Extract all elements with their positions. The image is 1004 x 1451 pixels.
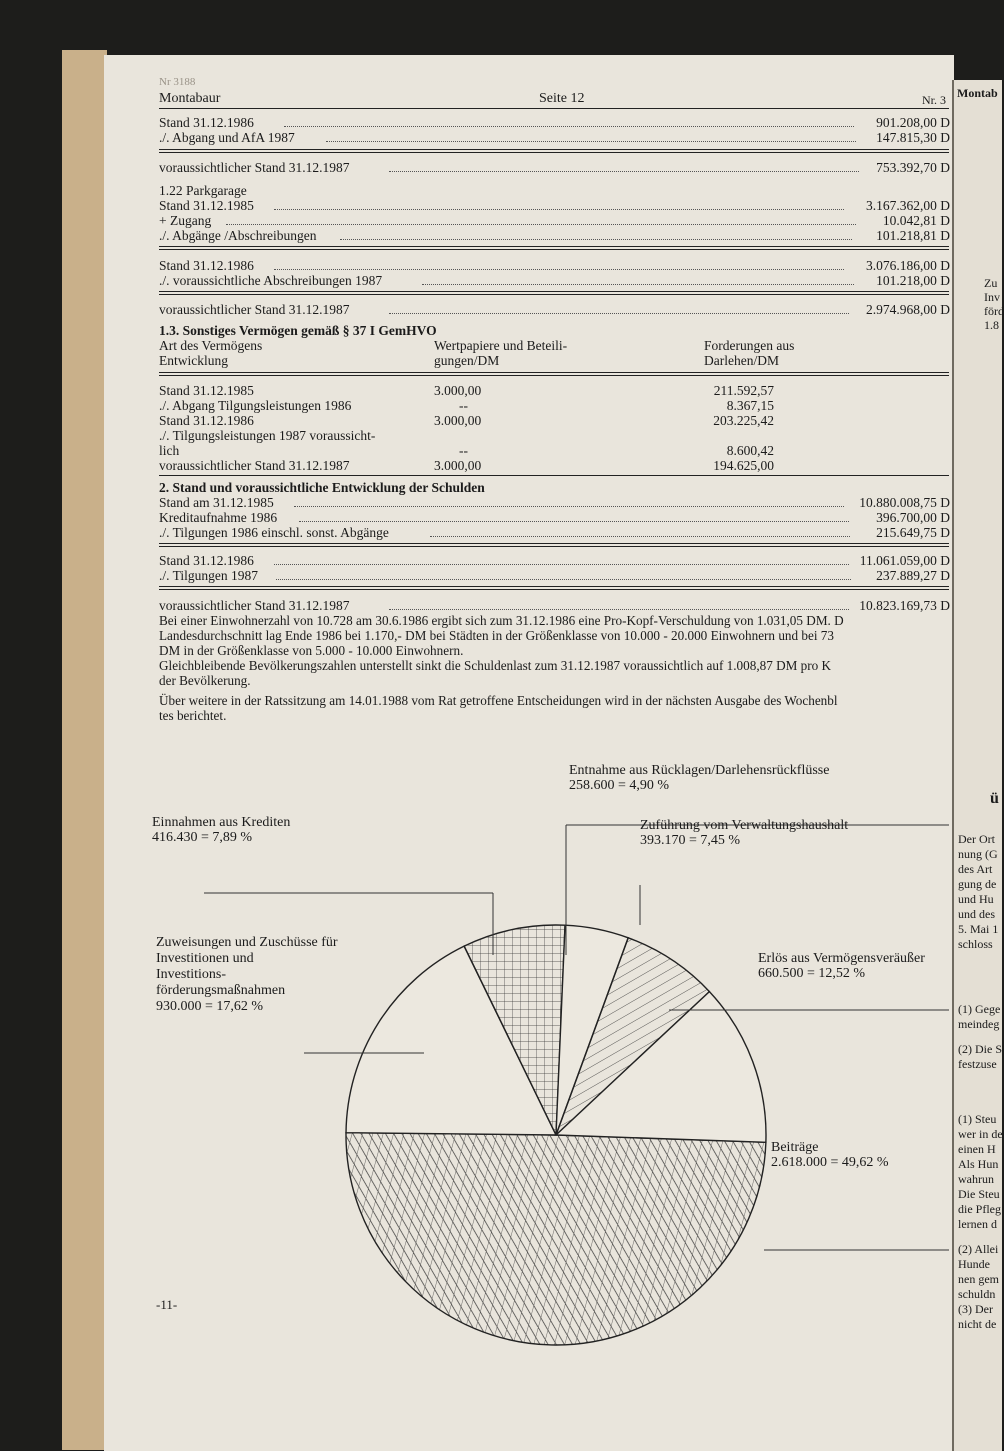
table-rule xyxy=(159,475,949,476)
row-value: 101.218,81 D xyxy=(876,228,950,243)
sum-rule xyxy=(159,152,949,153)
row-value: 237.889,27 D xyxy=(876,568,950,583)
row-label: lich xyxy=(159,443,180,458)
paragraph-line: Über weitere in der Ratssitzung am 14.01.1988 vom Rat getroffene Entscheidungen wird in der nächsten Ausgabe des Wochenbl xyxy=(159,693,838,708)
section-title: 1.3. Sonstiges Vermögen gemäß § 37 I GemHVO xyxy=(159,323,437,338)
label-zuweisungen: Zuweisungen und Zuschüsse für xyxy=(156,935,338,950)
row-value: 396.700,00 D xyxy=(876,510,950,525)
row-value: 10.880.008,75 D xyxy=(859,495,950,510)
next-line: die Pfleg xyxy=(958,1202,1001,1216)
sum-rule xyxy=(159,543,949,544)
row-label: Stand 31.12.1985 xyxy=(159,198,254,213)
next-line: Zu xyxy=(984,276,998,290)
sum-rule xyxy=(159,589,949,590)
section-title: 2. Stand und voraussichtliche Entwicklung der Schulden xyxy=(159,480,485,495)
col-header: Art des Vermögens xyxy=(159,338,263,353)
row-label: Stand 31.12.1986 xyxy=(159,258,254,273)
row-value: 203.225,42 xyxy=(713,413,774,428)
row-value: 753.392,70 D xyxy=(876,160,950,175)
row-label: Stand 31.12.1986 xyxy=(159,553,254,568)
row-label: ./. Tilgungen 1986 einschl. sonst. Abgänge xyxy=(159,525,389,540)
next-line: gung de xyxy=(958,877,997,891)
row-label: Stand 31.12.1986 xyxy=(159,115,254,130)
leader xyxy=(326,141,856,142)
next-line: Die Steu xyxy=(958,1187,1000,1201)
leader xyxy=(274,209,844,210)
section-title: 1.22 Parkgarage xyxy=(159,183,247,198)
row-value: 3.076.186,00 D xyxy=(866,258,950,273)
next-line: nicht de xyxy=(958,1317,997,1331)
next-line: des Art xyxy=(958,862,993,876)
leader xyxy=(276,579,851,580)
col-header: gungen/DM xyxy=(434,353,500,368)
leader xyxy=(294,506,844,507)
row-label: ./. Abgänge /Abschreibungen xyxy=(159,228,317,243)
row-label: + Zugang xyxy=(159,213,212,228)
row-value: 2.974.968,00 D xyxy=(866,302,950,317)
row-value: 901.208,00 D xyxy=(876,115,950,130)
row-label: ./. Tilgungsleistungen 1987 voraussicht- xyxy=(159,428,376,443)
label-einnahmen: Einnahmen aus Krediten xyxy=(152,815,291,830)
document-page xyxy=(104,55,954,1451)
row-value: -- xyxy=(459,398,468,413)
row-value: 8.600,42 xyxy=(726,443,774,458)
next-line: nung (G xyxy=(958,847,998,861)
row-value: 211.592,57 xyxy=(713,383,774,398)
next-line: Als Hun xyxy=(958,1157,999,1171)
table-rule xyxy=(159,372,949,373)
row-label: Stand am 31.12.1985 xyxy=(159,495,274,510)
sum-rule xyxy=(159,246,949,247)
label-zuweisungen: förderungsmaßnahmen xyxy=(156,983,286,998)
label-erloes-value: 660.500 = 12,52 % xyxy=(758,966,866,981)
label-entnahme-value: 258.600 = 4,90 % xyxy=(569,778,670,793)
next-line: 1.8 xyxy=(984,318,999,332)
book-edge xyxy=(62,50,107,1450)
col-header: Darlehen/DM xyxy=(704,353,779,368)
next-line: Der Ort xyxy=(958,832,995,846)
row-value: 11.061.059,00 D xyxy=(859,553,950,568)
paragraph-line: Landesdurchschnitt lag Ende 1986 bei 1.170,- DM bei Städten in der Größenklasse von 10.000 - 20.000 Einwohnern und bei 73 xyxy=(159,628,834,643)
row-label: Stand 31.12.1986 xyxy=(159,413,254,428)
label-zufuehrung-value: 393.170 = 7,45 % xyxy=(640,833,741,848)
label-zufuehrung: Zuführung vom Verwaltungshaushalt xyxy=(640,818,849,833)
next-page-sliver xyxy=(952,80,1002,1451)
row-value: 215.649,75 D xyxy=(876,525,950,540)
label-beitraege: Beiträge xyxy=(771,1140,819,1155)
row-label: ./. Abgang und AfA 1987 xyxy=(159,130,295,145)
next-line: lernen d xyxy=(958,1217,997,1231)
label-zuweisungen: Investitions- xyxy=(156,967,226,982)
next-line: nen gem xyxy=(958,1272,999,1286)
paragraph-line: Bei einer Einwohnerzahl von 10.728 am 30.6.1986 ergibt sich zum 31.12.1986 eine Pro-Kopf-Verschuldung von 1.031,05 DM. D xyxy=(159,613,844,628)
row-value: 3.000,00 xyxy=(434,458,482,473)
row-label: voraussichtlicher Stand 31.12.1987 xyxy=(159,302,350,317)
leader xyxy=(422,284,854,285)
sum-rule xyxy=(159,546,949,547)
leader xyxy=(389,609,849,610)
archive-stamp: Nr 3188 xyxy=(159,76,196,88)
row-label: Kreditaufnahme 1986 xyxy=(159,510,278,525)
next-line: (1) Steu xyxy=(958,1112,997,1126)
row-value: 8.367,15 xyxy=(726,398,774,413)
next-line: einen H xyxy=(958,1142,996,1156)
row-label: voraussichtlicher Stand 31.12.1987 xyxy=(159,160,350,175)
row-value: 194.625,00 xyxy=(713,458,774,473)
next-line: Hunde xyxy=(958,1257,990,1271)
row-value: 10.042,81 D xyxy=(882,213,950,228)
label-erloes: Erlös aus Vermögensveräußer xyxy=(758,951,925,966)
next-line: 5. Mai 1 xyxy=(958,922,999,936)
label-zuweisungen-value: 930.000 = 17,62 % xyxy=(156,999,264,1014)
paragraph-line: tes berichtet. xyxy=(159,708,227,723)
label-beitraege-value: 2.618.000 = 49,62 % xyxy=(771,1155,889,1170)
row-value: 3.000,00 xyxy=(434,383,482,398)
leader xyxy=(274,564,849,565)
sum-rule xyxy=(159,249,949,250)
col-header: Entwicklung xyxy=(159,353,228,368)
next-line: (2) Allei xyxy=(958,1242,999,1256)
next-line: schloss xyxy=(958,937,993,951)
sum-rule xyxy=(159,586,949,587)
row-value: 10.823.169,73 D xyxy=(859,598,950,613)
paragraph-line: der Bevölkerung. xyxy=(159,673,251,688)
next-line: (2) Die S xyxy=(958,1042,1002,1056)
leader xyxy=(274,269,844,270)
next-line: wer in de xyxy=(958,1127,1003,1141)
row-value: -- xyxy=(459,443,468,458)
col-header: Wertpapiere und Beteili- xyxy=(434,338,568,353)
header-left: Montabaur xyxy=(159,91,221,106)
row-value: 3.000,00 xyxy=(434,413,482,428)
sum-rule xyxy=(159,294,949,295)
sum-rule xyxy=(159,291,949,292)
header-issue: Nr. 3 xyxy=(922,93,946,107)
next-line: meindeg xyxy=(958,1017,1000,1031)
paragraph-line: DM in der Größenklasse von 5.000 - 10.000 Einwohnern. xyxy=(159,643,464,658)
leader xyxy=(299,521,849,522)
row-value: 3.167.362,00 D xyxy=(866,198,950,213)
next-line: schuldn xyxy=(958,1287,996,1301)
row-label: Stand 31.12.1985 xyxy=(159,383,254,398)
row-value: 147.815,30 D xyxy=(876,130,950,145)
leader xyxy=(226,224,856,225)
col-header: Forderungen aus xyxy=(704,338,795,353)
next-line: festzuse xyxy=(958,1057,997,1071)
next-line: und Hu xyxy=(958,892,994,906)
row-label: ./. Tilgungen 1987 xyxy=(159,568,259,583)
next-line: (3) Der xyxy=(958,1302,993,1316)
row-label: ./. voraussichtliche Abschreibungen 1987 xyxy=(159,273,383,288)
leader xyxy=(284,126,854,127)
next-line: (1) Gege xyxy=(958,1002,1001,1016)
paragraph-line: Gleichbleibende Bevölkerungszahlen unterstellt sinkt die Schuldenlast zum 31.12.1987 voraussichtlich auf 1.008,87 DM pro K xyxy=(159,658,832,673)
row-value: 101.218,00 D xyxy=(876,273,950,288)
header-page: Seite 12 xyxy=(539,91,585,106)
row-label: voraussichtlicher Stand 31.12.1987 xyxy=(159,458,350,473)
row-label: ./. Abgang Tilgungsleistungen 1986 xyxy=(159,398,352,413)
sum-rule xyxy=(159,149,949,150)
page-number: -11- xyxy=(156,1297,178,1312)
next-heading: ü xyxy=(990,790,999,807)
label-entnahme: Entnahme aus Rücklagen/Darlehensrückflüsse xyxy=(569,763,830,778)
leader xyxy=(389,313,849,314)
next-line: Inv xyxy=(984,290,1000,304)
next-header: Montab xyxy=(957,86,998,100)
leader xyxy=(389,171,859,172)
row-label: voraussichtlicher Stand 31.12.1987 xyxy=(159,598,350,613)
next-line: und des xyxy=(958,907,995,921)
leader xyxy=(430,536,850,537)
label-zuweisungen: Investitionen und xyxy=(156,951,254,966)
slice-beitraege xyxy=(346,1133,766,1345)
header-rule xyxy=(159,108,949,109)
leader xyxy=(340,239,852,240)
next-line: förd xyxy=(984,304,1004,318)
next-line: wahrun xyxy=(958,1172,994,1186)
label-einnahmen-value: 416.430 = 7,89 % xyxy=(152,830,253,845)
table-rule xyxy=(159,375,949,376)
